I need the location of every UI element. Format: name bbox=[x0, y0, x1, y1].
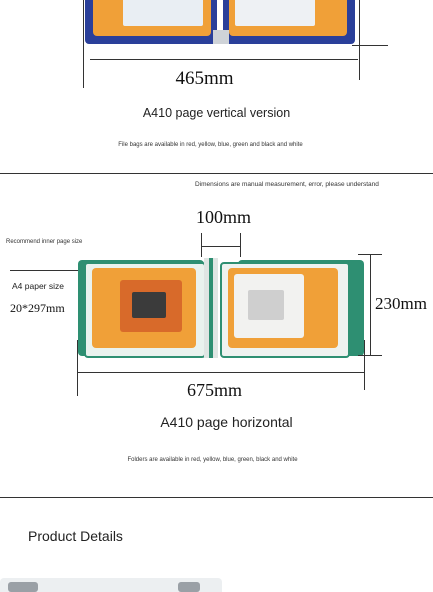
vertical-width-dimension: 465mm bbox=[175, 68, 234, 89]
vertical-right-page bbox=[229, 0, 347, 36]
gap-arrow-line bbox=[202, 246, 240, 247]
vertical-display-product bbox=[85, 0, 355, 48]
product-detail-photo bbox=[0, 578, 222, 592]
gap-dimension: 100mm bbox=[196, 207, 252, 227]
vertical-height-tick bbox=[352, 45, 388, 46]
detail-left-clip bbox=[8, 582, 38, 592]
horizontal-left-page bbox=[92, 268, 196, 348]
vertical-right-photo bbox=[235, 0, 315, 26]
product-details-heading: Product Details bbox=[28, 528, 123, 544]
gap-right-line bbox=[240, 233, 241, 257]
height-arrow-line bbox=[370, 254, 371, 356]
horizontal-display-product bbox=[78, 258, 364, 358]
vertical-width-arrow-line bbox=[90, 59, 358, 60]
vertical-left-page bbox=[93, 0, 211, 36]
horizontal-left-device bbox=[132, 292, 166, 318]
detail-right-clip bbox=[178, 582, 200, 592]
horizontal-right-page bbox=[228, 268, 338, 348]
disclaimer-text: Dimensions are manual measurement, error, please understand bbox=[195, 181, 379, 188]
paper-size-value: 20*297mm bbox=[10, 301, 65, 315]
vertical-note: File bags are available in red, yellow, blue, green and black and white bbox=[118, 142, 303, 148]
horizontal-width-dimension: 675mm bbox=[186, 380, 242, 400]
horizontal-center-hinge bbox=[204, 258, 218, 358]
vertical-left-photo bbox=[123, 0, 203, 26]
horizontal-caption: A410 page horizontal bbox=[160, 414, 293, 430]
horizontal-note: Folders are available in red, yellow, blue, green, black and white bbox=[127, 457, 298, 463]
section-divider-1 bbox=[0, 173, 433, 174]
gap-left-line bbox=[201, 233, 202, 257]
hinge-bar bbox=[209, 258, 213, 358]
vertical-caption: A410 page vertical version bbox=[142, 106, 291, 120]
section-divider-2 bbox=[0, 497, 433, 498]
paper-size-label: A4 paper size bbox=[12, 281, 64, 291]
horizontal-right-device bbox=[248, 290, 284, 320]
height-dimension: 230mm bbox=[375, 294, 427, 313]
horizontal-width-arrow-line bbox=[78, 372, 364, 373]
vertical-center-hinge bbox=[213, 30, 229, 44]
recommend-label: Recommend inner page size bbox=[6, 239, 83, 245]
